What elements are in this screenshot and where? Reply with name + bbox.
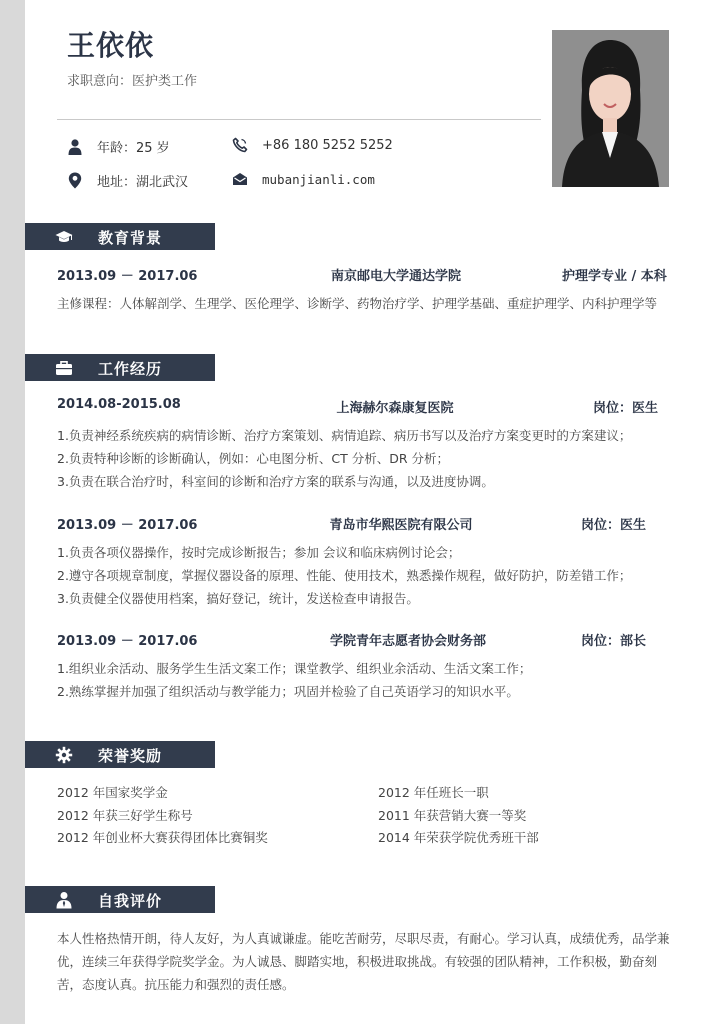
job-duty: 1.组织业余活动、服务学生生活文案工作；课堂教学、组织业余活动、生活文案工作；: [57, 661, 532, 676]
honor-item: 2012 年获三好学生称号: [57, 808, 193, 823]
left-decor-bar: [0, 0, 25, 1024]
phone-text: +86 180 5252 5252: [262, 137, 393, 153]
phone-icon: [232, 137, 248, 153]
section-header-self: [25, 886, 215, 913]
section-header-work: [25, 354, 215, 381]
age-info: [67, 137, 170, 156]
job-period: 2013.09 － 2017.06: [57, 634, 198, 649]
job-duty: 3.负责健全仪器使用档案，搞好登记，统计，发送检查申请报告。: [57, 591, 419, 606]
age-text: 年龄：25 岁: [97, 141, 170, 156]
education-row: [57, 265, 669, 283]
gear-icon: [55, 746, 73, 764]
email-link[interactable]: mubanjianli.com: [262, 171, 375, 187]
job-intent: 求职意向：医护类工作: [67, 74, 198, 89]
honor-item: 2012 年创业杯大赛获得团体比赛铜奖: [57, 830, 268, 845]
section-title: 荣誉奖励: [98, 747, 163, 765]
job-org: 青岛市华熙医院有限公司: [329, 518, 473, 533]
section-title: 自我评价: [98, 892, 163, 910]
phone-info: [232, 137, 393, 153]
job-org: 学院青年志愿者协会财务部: [329, 634, 487, 649]
job-org: 上海赫尔森康复医院: [336, 401, 454, 416]
job-position: 岗位：医生: [581, 518, 647, 533]
job-row: [57, 630, 669, 648]
education-school: 南京邮电大学通达学院: [330, 269, 462, 284]
section-header-honors: [25, 741, 215, 768]
graduation-cap-icon: [55, 228, 73, 246]
education-courses: 主修课程：人体解剖学、生理学、医伦理学、诊断学、药物治疗学、护理学基础、重症护理学、内科护理学等: [57, 296, 658, 311]
education-major: 护理学专业 / 本科: [562, 269, 667, 284]
job-duty: 1.负责各项仪器操作，按时完成诊断报告；参加 会议和临床病例讨论会；: [57, 545, 461, 560]
job-position: 岗位：医生: [593, 401, 659, 416]
job-duty: 1.负责神经系统疾病的病情诊断、治疗方案策划、病情追踪、病历书写以及治疗方案变更时的方案建议；: [57, 428, 632, 443]
job-period: 2014.08-2015.08: [57, 397, 181, 412]
section-title: 工作经历: [98, 360, 163, 378]
location-icon: [67, 173, 83, 189]
job-position: 岗位：部长: [581, 634, 647, 649]
section-header-education: [25, 223, 215, 250]
mail-icon: [232, 171, 248, 187]
candidate-name: 王依依: [67, 29, 155, 62]
job-duty: 2.遵守各项规章制度，掌握仪器设备的原理、性能、使用技术，熟悉操作规程，做好防护，防差错工作；: [57, 568, 632, 583]
section-title: 教育背景: [98, 229, 163, 247]
briefcase-icon: [55, 359, 73, 377]
honor-item: 2012 年任班长一职: [378, 785, 489, 800]
education-period: 2013.09 － 2017.06: [57, 269, 198, 284]
honor-item: 2014 年荣获学院优秀班干部: [378, 830, 539, 845]
honor-item: 2011 年获营销大赛一等奖: [378, 808, 527, 823]
job-duty: 3.负责在联合治疗时，科室间的诊断和治疗方案的联系与沟通，以及进度协调。: [57, 474, 494, 489]
user-icon: [67, 139, 83, 155]
profile-photo: [552, 30, 669, 187]
self-evaluation-text: 本人性格热情开朗，待人友好，为人真诚谦虚。能吃苦耐劳，尽职尽责，有耐心。学习认真，成绩优秀，品学兼优，连续三年获得学院奖学金。为人诚恳、脚踏实地，积极进取挑战。有较强的团队精神，工作积极，勤奋刻苦，态度认真。抗压能力和强烈的责任感。: [57, 931, 670, 992]
job-row: [57, 514, 669, 532]
person-icon: [55, 891, 73, 909]
email-info: [232, 171, 375, 187]
header-divider: [57, 119, 541, 120]
job-duty: 2.熟练掌握并加强了组织活动与教学能力；巩固并检验了自己英语学习的知识水平。: [57, 684, 519, 699]
location-info: [67, 171, 188, 190]
job-row: [57, 397, 669, 415]
honor-item: 2012 年国家奖学金: [57, 785, 168, 800]
job-period: 2013.09 － 2017.06: [57, 518, 198, 533]
job-duty: 2.负责特种诊断的诊断确认，例如：心电图分析、CT 分析、DR 分析；: [57, 451, 450, 466]
location-text: 地址：湖北武汉: [97, 175, 189, 190]
